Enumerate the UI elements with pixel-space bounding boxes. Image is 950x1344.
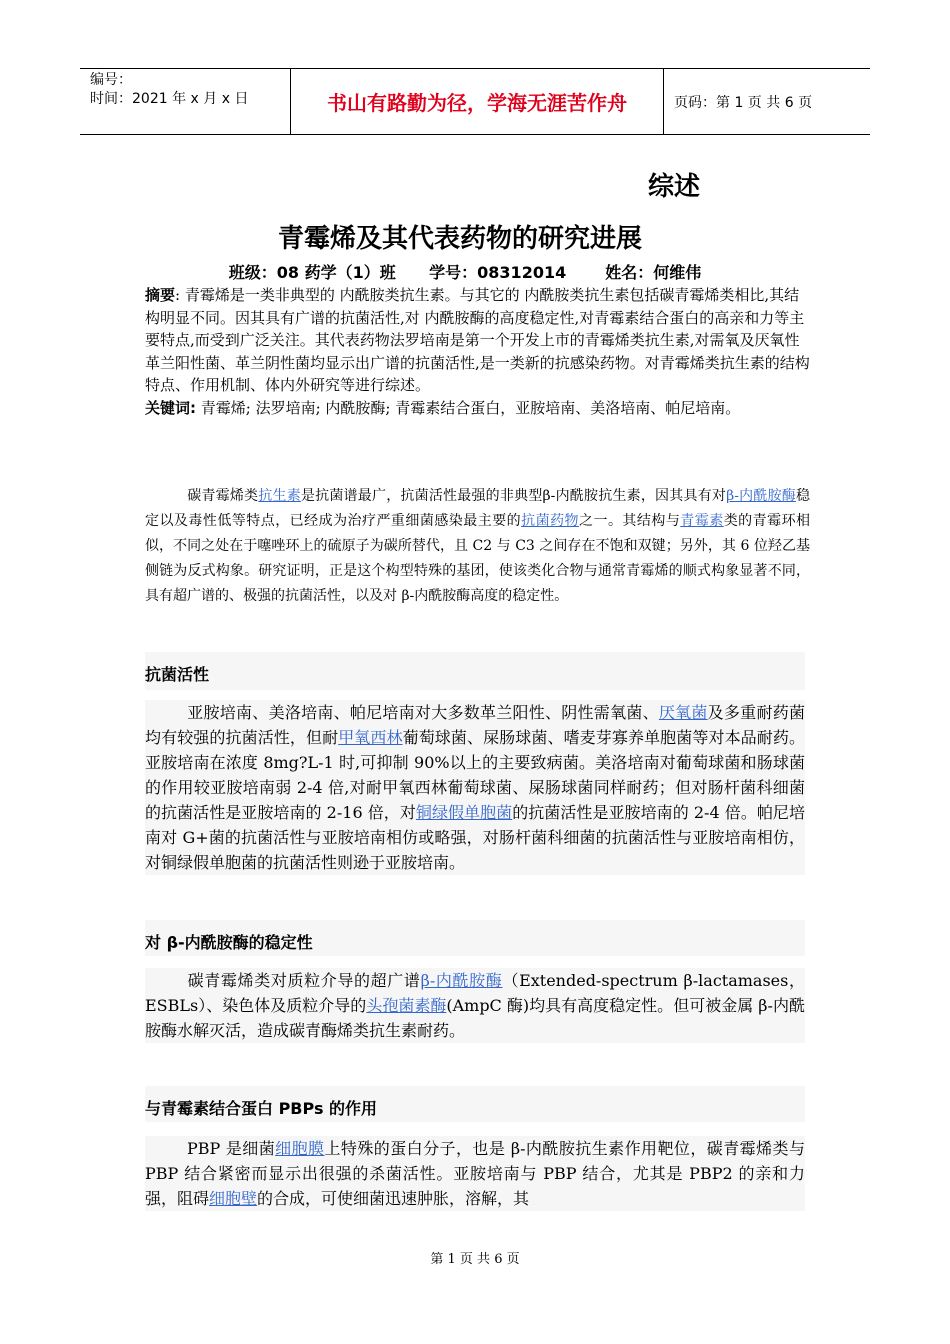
header-meta bbox=[80, 69, 291, 135]
intro-text: 之一。其结构与 bbox=[579, 513, 681, 529]
link-cell-wall[interactable]: 细胞壁 bbox=[209, 1189, 258, 1208]
section-body-pbp: PBP 是细菌细胞膜上特殊的蛋白分子，也是 β-内酰胺抗生素作用靶位，碳青霉烯类与 PBP 结合紧密而显示出很强的杀菌活性。亚胺培南与 PBP 结合，尤其是 PBP2 的亲和力强，阻碍细胞壁的合成，可使细菌迅速肿胀，溶解，其 bbox=[145, 1136, 805, 1211]
section-heading-stability: 对 β-内酰胺酶的稳定性 bbox=[145, 920, 805, 956]
abstract-text: : 青霉烯是一类非典型的 内酰胺类抗生素。与其它的 内酰胺类抗生素包括碳青霉烯类相比,其结构明显不同。因其具有广谱的抗菌活性,对 内酰胺酶的高度稳定性,对青霉素结合蛋白的高亲和力等主要特点,而受到广泛关注。其代表药物法罗培南是第一个开发上市的青霉烯类抗生素,对需氧及厌氧性革兰阳性菌、革兰阴性菌均显示出广谱的抗菌活性,是一类新的抗感染药物。对青霉烯类抗生素的结构特点、作用机制、体内外研究等进行综述。 bbox=[145, 286, 810, 395]
intro-text: 稳定以及毒性低等特点，已经成为治疗严重细菌感染最主要的 bbox=[145, 488, 811, 529]
doc-type-title: 综述 bbox=[648, 172, 701, 202]
link-antibacterial-drug[interactable]: 抗菌药物 bbox=[521, 513, 580, 529]
link-esbl[interactable]: β-内酰胺酶 bbox=[420, 971, 503, 990]
section-body-stability: 碳青霉烯类对质粒介导的超广谱β-内酰胺酶（Extended-spectrum β-lactamases，ESBLs）、染色体及质粒介导的头孢菌素酶(AmpC 酶)均具有高度稳定性。但可被金属 β-内酰胺酶水解灭活，造成碳青酶烯类抗生素耐药。 bbox=[145, 968, 805, 1043]
intro-text: 是抗菌谱最广，抗菌活性最强的非典型β-内酰胺抗生素，因其具有对 bbox=[300, 488, 727, 504]
page-title: 青霉烯及其代表药物的研究进展 bbox=[277, 224, 642, 254]
abstract-label: 摘要 bbox=[145, 286, 176, 304]
author-info: 班级：08 药学（1）班 学号：08312014 姓名：何维伟 bbox=[228, 263, 702, 282]
link-pseudomonas[interactable]: 铜绿假单胞菌 bbox=[415, 803, 513, 822]
link-cephalosporinase[interactable]: 头孢菌素酶 bbox=[366, 996, 447, 1015]
section-body-activity: 亚胺培南、美洛培南、帕尼培南对大多数革兰阳性、阴性需氧菌、厌氧菌及多重耐药菌均有较强的抗菌活性，但耐甲氧西林葡萄球菌、屎肠球菌、嗜麦芽寡养单胞菌等对本品耐药。亚胺培南在浓度 8mg?L-1 时,可抑制 90%以上的主要致病菌。美洛培南对葡萄球菌和肠球菌的作用较亚胺培南弱 2-4 倍,对耐甲氧西林葡萄球菌、屎肠球菌同样耐药；但对肠杆菌科细菌的抗菌活性是亚胺培南的 2-16 倍，对铜绿假单胞菌的抗菌活性是亚胺培南的 2-4 倍。帕尼培南对 G+菌的抗菌活性与亚胺培南相仿或略强，对肠杆菌科细菌的抗菌活性与亚胺培南相仿，对铜绿假单胞菌的抗菌活性则逊于亚胺培南。 bbox=[145, 700, 805, 875]
link-antibiotic[interactable]: 抗生素 bbox=[258, 488, 301, 504]
link-anaerobe[interactable]: 厌氧菌 bbox=[658, 703, 708, 722]
intro-text: 碳青霉烯类 bbox=[187, 488, 259, 504]
keywords-text: 青霉烯; 法罗培南; 内酰胺酶; 青霉素结合蛋白，亚胺培南、美洛培南、帕尼培南。 bbox=[196, 398, 741, 417]
link-beta-lactamase[interactable]: β-内酰胺酶 bbox=[726, 488, 797, 504]
section-heading-activity: 抗菌活性 bbox=[145, 652, 805, 690]
keywords-label: 关键词: bbox=[145, 398, 196, 417]
page-footer: 第 1 页 共 6 页 bbox=[430, 1252, 520, 1267]
header-page: 页码：第 1 页 共 6 页 bbox=[664, 69, 871, 135]
header-motto: 书山有路勤为径，学海无涯苦作舟 bbox=[291, 69, 664, 135]
section-heading-pbp: 与青霉素结合蛋白 PBPs 的作用 bbox=[145, 1086, 805, 1122]
link-methicillin[interactable]: 甲氧西林 bbox=[338, 728, 403, 747]
time-label: 时间：2021 年 x 月 x 日 bbox=[90, 91, 249, 107]
header-table bbox=[80, 68, 870, 135]
abstract-block bbox=[145, 284, 810, 420]
intro-paragraph bbox=[145, 484, 810, 609]
intro-text: 类的青霉环相似，不同之处在于噻唑环上的硫原子为碳所替代，且 C2 与 C3 之间存在不饱和双键；另外，其 6 位羟乙基侧链为反式构象。研究证明，正是这个构型特殊的基团，使该类化合物与通常青霉烯的顺式构象显著不同，具有超广谱的、极强的抗菌活性，以及对 β-内酰胺酶高度的稳定性。 bbox=[145, 513, 811, 604]
link-penicillin[interactable]: 青霉素 bbox=[680, 513, 724, 529]
link-cell-membrane[interactable]: 细胞膜 bbox=[275, 1139, 325, 1158]
code-label: 编号： bbox=[90, 72, 132, 88]
